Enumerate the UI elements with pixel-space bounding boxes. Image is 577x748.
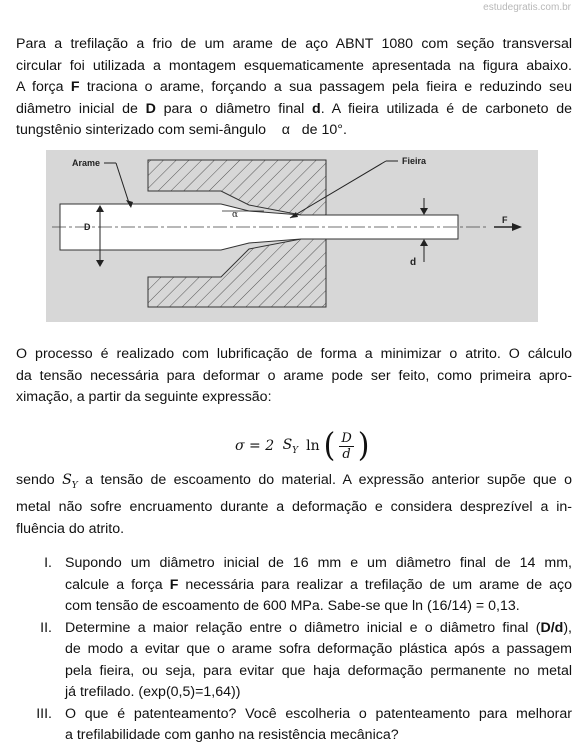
- text: ),: [563, 619, 572, 636]
- initial-diameter-symbol: D: [145, 100, 156, 117]
- question-item: [16, 618, 572, 704]
- question-list: [16, 553, 572, 747]
- arame-label: Arame: [72, 158, 101, 168]
- question-line: a trefilabilidade com ganho na resistência mecânica?: [65, 727, 399, 743]
- text: para o diâmetro final: [155, 100, 313, 117]
- alpha-label: α: [232, 210, 239, 220]
- formula-fraction: [339, 431, 353, 462]
- formula-close-paren: ): [357, 426, 370, 465]
- question-line: Supondo um diâmetro inicial de 16 mm e um diâmetro final de 14 mm,: [65, 555, 572, 571]
- question-line: pela fieira, ou seja, para evitar que haja deformação permanente no metal: [65, 662, 572, 679]
- question-number: I.: [44, 555, 52, 571]
- assumption-line: [16, 470, 572, 497]
- question-line: de modo a evitar que o arame sofra deformação plástica após a passagem: [65, 641, 572, 657]
- final-diameter-symbol: d: [312, 100, 321, 117]
- formula-lhs: σ = 2: [235, 438, 275, 454]
- intro-line: [16, 77, 572, 99]
- process-line: ximação, a partir da seguinte expressão:: [16, 389, 272, 405]
- text: necessária para realizar a trefilação de um arame de aço: [178, 576, 572, 593]
- question-item: [16, 704, 572, 747]
- force-symbol: F: [169, 576, 179, 593]
- D-label: D: [84, 222, 91, 232]
- text: calcule a força: [65, 576, 170, 593]
- question-line: O que é patenteamento? Você escolheria o patenteamento para melhorar: [65, 705, 572, 722]
- intro-paragraph: [16, 34, 572, 142]
- yield-stress-symbol: $S_Y$: [62, 472, 78, 491]
- question-line: já trefilado. (exp(0,5)=1,64)): [65, 684, 241, 700]
- question-line: [65, 618, 572, 640]
- stress-formula: [235, 428, 369, 464]
- watermark: estudegratis.com.br: [483, 2, 571, 13]
- question-line: [65, 575, 572, 597]
- question-line: com tensão de escoamento de 600 MPa. Sabe-se que ln (16/14) = 0,13.: [65, 598, 520, 614]
- wire-drawing-diagram: [46, 150, 538, 322]
- force-symbol: F: [70, 79, 80, 95]
- text: traciona o arame, forçando a sua passagem pela fieira e reduzindo seu: [79, 79, 572, 95]
- question-item: [16, 553, 572, 618]
- intro-line: [16, 99, 572, 121]
- assumption-line: metal não sofre encruamento durante a deformação e considera desprezível a in-: [16, 499, 572, 516]
- process-line: da tensão necessária para deformar o arame pode ser feito, como primeira apro-: [16, 367, 572, 384]
- text: Determine a maior relação entre o diâmetro inicial e o diâmetro final (: [65, 619, 541, 636]
- process-line: O processo é realizado com lubrificação de forma a minimizar o atrito. O cálculo: [16, 346, 572, 362]
- formula-ln: ln: [306, 438, 320, 454]
- question-number: II.: [40, 619, 52, 636]
- formula-denominator: d: [342, 446, 351, 462]
- formula-S: S: [282, 436, 293, 453]
- text: sendo: [16, 472, 63, 488]
- formula-open-paren: (: [323, 426, 336, 465]
- d-label: d: [410, 257, 417, 268]
- question-number: III.: [36, 705, 52, 722]
- formula-numerator: D: [341, 430, 352, 446]
- text: a tensão de escoamento do material. A expressão anterior supõe que o: [77, 472, 572, 488]
- assumption-line: fluência do atrito.: [16, 520, 125, 537]
- fieira-label: Fieira: [402, 156, 427, 166]
- intro-line: circular foi utilizada a montagem esquematicamente apresentada na figura abaixo.: [16, 57, 572, 74]
- intro-line: tungstênio sinterizado com semi-ângulo α de 10°.: [16, 122, 347, 138]
- assumption-paragraph: [16, 470, 572, 540]
- formula-Y: Y: [292, 445, 299, 456]
- text: . A fieira utilizada é de carboneto de: [320, 100, 572, 117]
- intro-line: Para a trefilação a frio de um arame de aço ABNT 1080 com seção transversal: [16, 36, 572, 52]
- formula-yield-stress: [278, 437, 298, 456]
- F-label: F: [502, 215, 508, 225]
- text: A força: [16, 79, 71, 95]
- ratio-symbol: D/d: [540, 619, 564, 636]
- process-paragraph: [16, 344, 572, 409]
- text: diâmetro inicial de: [16, 100, 146, 117]
